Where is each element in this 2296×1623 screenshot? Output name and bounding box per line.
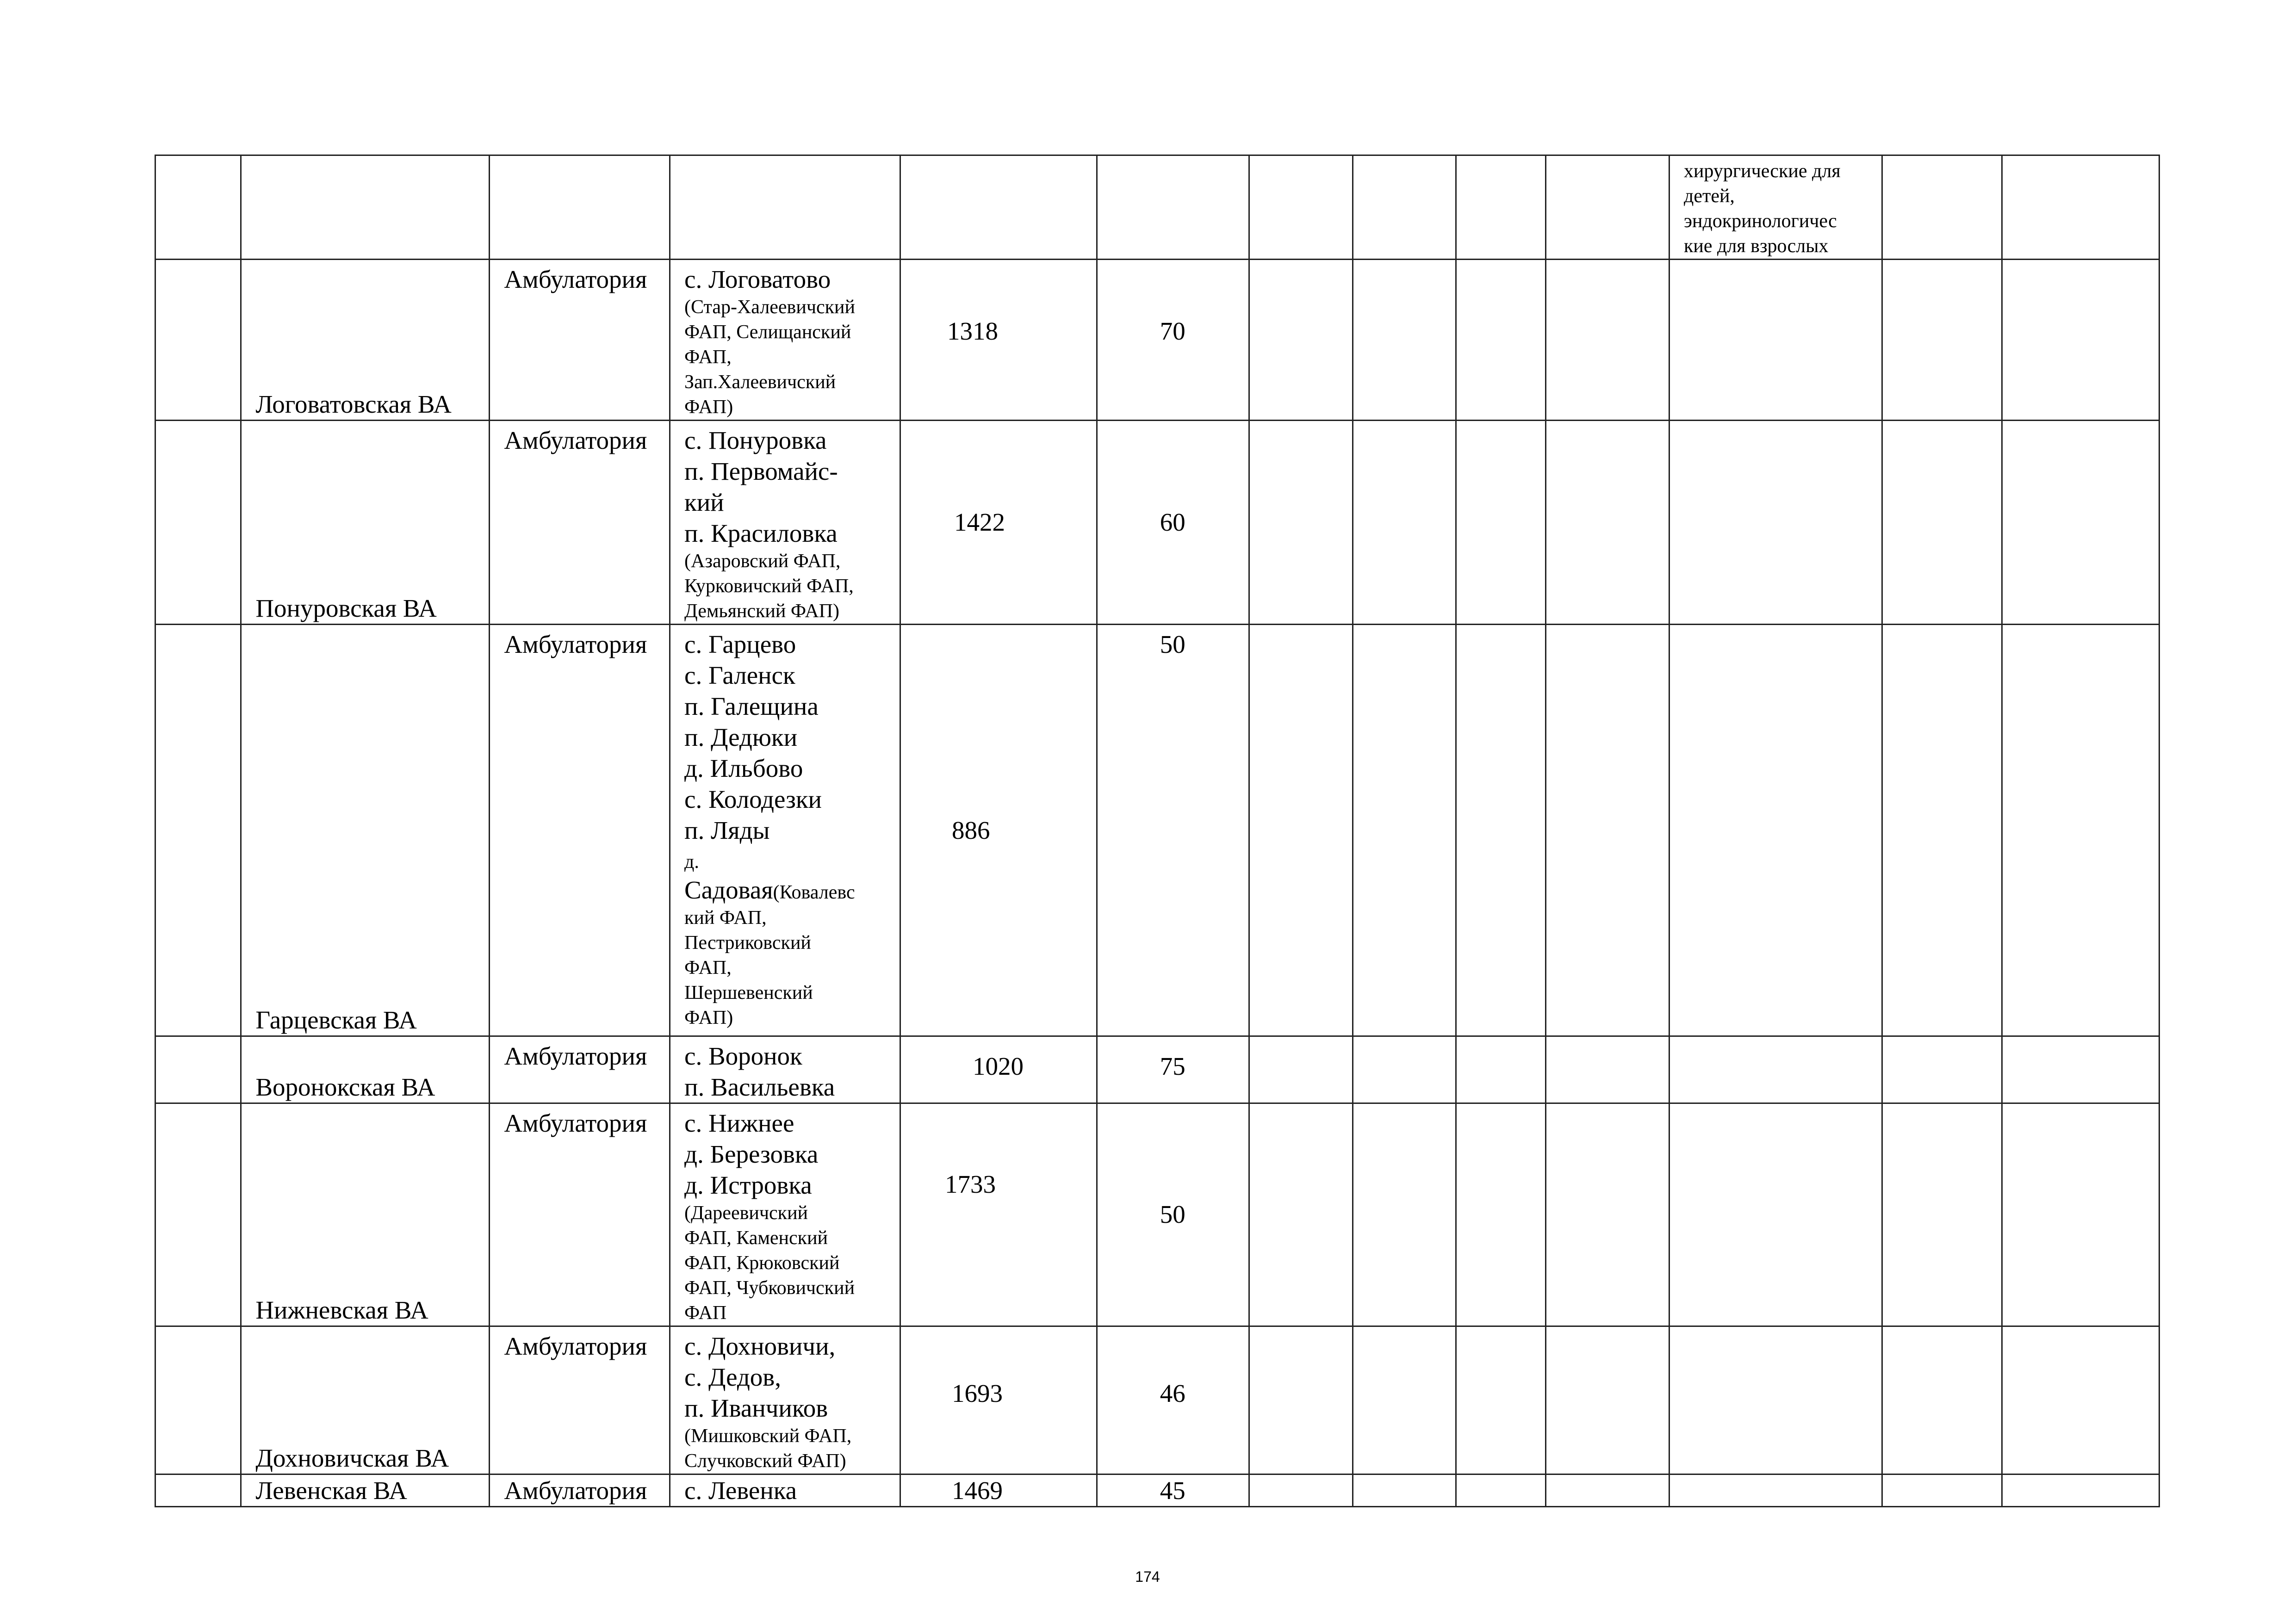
- beds-cell: [1097, 1103, 1249, 1326]
- table-cell: [241, 155, 490, 260]
- facility-name-cell: [241, 421, 490, 625]
- address-cell: [670, 260, 900, 421]
- table-cell: [900, 155, 1097, 260]
- table-cell: [1882, 625, 2002, 1036]
- population-cell: [900, 1036, 1097, 1103]
- table-cell: [1882, 1326, 2002, 1474]
- table-cell: [1456, 155, 1546, 260]
- facility-type: Амбулатория: [490, 625, 670, 1036]
- address-note: ФАП,: [684, 347, 732, 368]
- table-cell: [2002, 421, 2159, 625]
- population-value: 1733: [944, 1170, 996, 1198]
- table-cell: [1882, 260, 2002, 421]
- beds-cell: [1097, 625, 1249, 1036]
- address-line: с. Воронок: [684, 1042, 802, 1070]
- table-cell: [2002, 1036, 2159, 1103]
- address-line: кий: [684, 488, 724, 516]
- facility-name: Логоватовская ВА: [255, 390, 452, 418]
- address-note: ФАП, Чубковичский: [684, 1277, 855, 1299]
- facility-type: Амбулатория: [490, 1036, 670, 1103]
- table-cell: [2002, 155, 2159, 260]
- population-cell: [900, 1326, 1097, 1474]
- facility-type: Амбулатория: [490, 1103, 670, 1326]
- address-note: ФАП, Каменский: [684, 1227, 828, 1249]
- table-cell: [1097, 155, 1249, 260]
- beds-value: 50: [1160, 1200, 1185, 1228]
- address-note: Пестриковский: [684, 932, 811, 954]
- address-note: ФАП,: [684, 957, 732, 979]
- address-line: с. Дохновичи,: [684, 1332, 836, 1360]
- table-row: [155, 1326, 2159, 1474]
- table-cell: [155, 155, 241, 260]
- beds-value: 70: [1160, 317, 1185, 345]
- address-line: с. Гарцево: [684, 630, 796, 658]
- page-number: 174: [1135, 1568, 1160, 1585]
- table-cell: [1882, 1103, 2002, 1326]
- address-line: с. Галенск: [684, 661, 795, 689]
- table-cell: [1353, 260, 1456, 421]
- population-value: 1318: [947, 317, 998, 345]
- address-note: Демьянский ФАП): [684, 601, 840, 622]
- address-line: с. Левенка: [684, 1476, 797, 1505]
- address-line: с. Нижнее: [684, 1109, 794, 1137]
- table-cell: [1546, 625, 1669, 1036]
- address-prefix: д.: [684, 851, 699, 873]
- table-cell: [2002, 625, 2159, 1036]
- address-mixed-line: [684, 874, 900, 905]
- table-cell: [1669, 1474, 1882, 1507]
- population-cell: [900, 1474, 1097, 1507]
- address-line: с. Логоватово: [684, 265, 831, 293]
- population-cell: [900, 421, 1097, 625]
- population-cell: [900, 625, 1097, 1036]
- address-note: Шершевенский: [684, 982, 813, 1004]
- table-cell: [1456, 260, 1546, 421]
- table-cell: [1456, 1326, 1546, 1474]
- table-cell: [1353, 1103, 1456, 1326]
- facility-name: Воронокская ВА: [255, 1073, 435, 1101]
- population-value: 1020: [972, 1052, 1024, 1080]
- table-cell: [1249, 625, 1353, 1036]
- population-value: 886: [951, 816, 990, 844]
- table-cell: [1669, 421, 1882, 625]
- address-line: д. Истровка: [684, 1171, 812, 1199]
- address-note: Зап.Халеевичский: [684, 372, 836, 393]
- address-cell: [670, 1474, 900, 1507]
- address-line: п. Иванчиков: [684, 1394, 828, 1422]
- table-cell: [155, 1326, 241, 1474]
- profile-cell: [1669, 155, 1882, 260]
- table-cell: [1353, 421, 1456, 625]
- facility-name-cell: [241, 1036, 490, 1103]
- table-row: [155, 1036, 2159, 1103]
- table-cell: [1353, 1326, 1456, 1474]
- table-cell: [1249, 421, 1353, 625]
- address-line: с. Понуровка: [684, 426, 827, 454]
- table-cell: [1249, 1103, 1353, 1326]
- table-cell: [2002, 1103, 2159, 1326]
- address-note: (Дареевичский: [684, 1202, 808, 1224]
- profile-line: кие для взрослых: [1683, 235, 1829, 257]
- facility-name-cell: [241, 1326, 490, 1474]
- population-value: 1693: [951, 1379, 1003, 1407]
- table-cell: [155, 260, 241, 421]
- population-value: 1422: [954, 508, 1005, 536]
- table-cell: [670, 155, 900, 260]
- table-row-continuation: [155, 155, 2159, 260]
- beds-cell: [1097, 1326, 1249, 1474]
- table-cell: [490, 155, 670, 260]
- address-line: д. Березовка: [684, 1140, 819, 1168]
- facility-name: Гарцевская ВА: [255, 1006, 417, 1034]
- address-line: с. Колодезки: [684, 785, 822, 813]
- table-cell: [1669, 1326, 1882, 1474]
- table-cell: [1249, 1036, 1353, 1103]
- table-cell: [2002, 1326, 2159, 1474]
- address-note: Курковичский ФАП,: [684, 576, 854, 597]
- table-cell: [1882, 1474, 2002, 1507]
- address-note: Случковский ФАП): [684, 1450, 846, 1472]
- address-note: (Ковалевс: [773, 882, 855, 903]
- table-cell: [2002, 260, 2159, 421]
- address-cell: [670, 1326, 900, 1474]
- address-line: п. Красиловка: [684, 519, 838, 547]
- beds-cell: [1097, 421, 1249, 625]
- table-cell: [1456, 625, 1546, 1036]
- address-cell: [670, 1103, 900, 1326]
- address-line: п. Первомайс-: [684, 457, 838, 485]
- table-cell: [1456, 1474, 1546, 1507]
- table-cell: [1546, 260, 1669, 421]
- table-cell: [1546, 421, 1669, 625]
- table-row: [155, 625, 2159, 1036]
- facility-type: Амбулатория: [490, 1326, 670, 1474]
- beds-cell: [1097, 260, 1249, 421]
- table-cell: [1546, 1326, 1669, 1474]
- table-cell: [1249, 260, 1353, 421]
- profile-line: эндокринологичес: [1683, 211, 1837, 232]
- population-cell: [900, 1103, 1097, 1326]
- table-row: [155, 1474, 2159, 1507]
- facility-type: Амбулатория: [490, 1474, 670, 1507]
- address-note: (Азаровский ФАП,: [684, 551, 841, 572]
- table-cell: [1669, 625, 1882, 1036]
- address-cell: [670, 421, 900, 625]
- facility-name-cell: [241, 1474, 490, 1507]
- table-row: [155, 260, 2159, 421]
- facilities-table: [155, 155, 2160, 1507]
- address-line: п. Ляды: [684, 816, 770, 844]
- address-note: ФАП: [684, 1302, 727, 1324]
- address-note: (Стар-Халеевичский: [684, 297, 855, 318]
- table-cell: [1249, 155, 1353, 260]
- table-cell: [1456, 1103, 1546, 1326]
- table-cell: [155, 1036, 241, 1103]
- table-cell: [1353, 1474, 1456, 1507]
- beds-value: 45: [1160, 1476, 1185, 1505]
- beds-cell: [1097, 1036, 1249, 1103]
- beds-value: 50: [1160, 630, 1185, 658]
- address-note: ФАП, Селищанский: [684, 322, 851, 343]
- table-cell: [155, 421, 241, 625]
- address-street: Садовая: [684, 876, 773, 904]
- population-value: 1469: [951, 1476, 1003, 1505]
- address-note: (Мишковский ФАП,: [684, 1425, 852, 1447]
- facility-name-cell: [241, 625, 490, 1036]
- table-cell: [155, 1103, 241, 1326]
- address-note: ФАП, Крюковский: [684, 1252, 840, 1274]
- beds-cell: [1097, 1474, 1249, 1507]
- beds-value: 75: [1160, 1052, 1185, 1080]
- table-cell: [1669, 1103, 1882, 1326]
- facility-type: Амбулатория: [490, 260, 670, 421]
- table-cell: [1353, 155, 1456, 260]
- table-cell: [155, 625, 241, 1036]
- table-row: [155, 1103, 2159, 1326]
- table-cell: [1456, 421, 1546, 625]
- table-cell: [155, 1474, 241, 1507]
- table-cell: [1882, 1036, 2002, 1103]
- facility-name: Нижневская ВА: [255, 1296, 428, 1324]
- facility-type: Амбулатория: [490, 421, 670, 625]
- table-cell: [1546, 155, 1669, 260]
- table-cell: [1882, 421, 2002, 625]
- facility-name: Левенская ВА: [255, 1476, 407, 1505]
- table-cell: [1669, 1036, 1882, 1103]
- facility-name: Дохновичская ВА: [255, 1444, 449, 1472]
- address-line: с. Дедов,: [684, 1363, 782, 1391]
- facility-name: Понуровская ВА: [255, 594, 437, 622]
- table-cell: [1546, 1474, 1669, 1507]
- population-cell: [900, 260, 1097, 421]
- address-note: кий ФАП,: [684, 907, 767, 929]
- table-cell: [1353, 625, 1456, 1036]
- table-cell: [1882, 155, 2002, 260]
- table-cell: [1249, 1326, 1353, 1474]
- beds-value: 60: [1160, 508, 1185, 536]
- address-note: ФАП): [684, 1007, 733, 1028]
- profile-line: хирургические для: [1683, 161, 1841, 182]
- address-line: д. Ильбово: [684, 754, 803, 782]
- table-cell: [2002, 1474, 2159, 1507]
- address-note: ФАП): [684, 396, 733, 418]
- table-cell: [1669, 260, 1882, 421]
- table-cell: [1546, 1036, 1669, 1103]
- address-line: п. Галещина: [684, 692, 819, 720]
- profile-line: детей,: [1683, 186, 1735, 207]
- beds-value: 46: [1160, 1379, 1185, 1407]
- table-cell: [1353, 1036, 1456, 1103]
- address-cell: [670, 1036, 900, 1103]
- address-line: п. Васильевка: [684, 1073, 835, 1101]
- facility-name-cell: [241, 260, 490, 421]
- table-cell: [1546, 1103, 1669, 1326]
- address-line: п. Дедюки: [684, 723, 798, 751]
- table-cell: [1456, 1036, 1546, 1103]
- facility-name-cell: [241, 1103, 490, 1326]
- table-cell: [1249, 1474, 1353, 1507]
- table-row: [155, 421, 2159, 625]
- address-cell: [670, 625, 900, 1036]
